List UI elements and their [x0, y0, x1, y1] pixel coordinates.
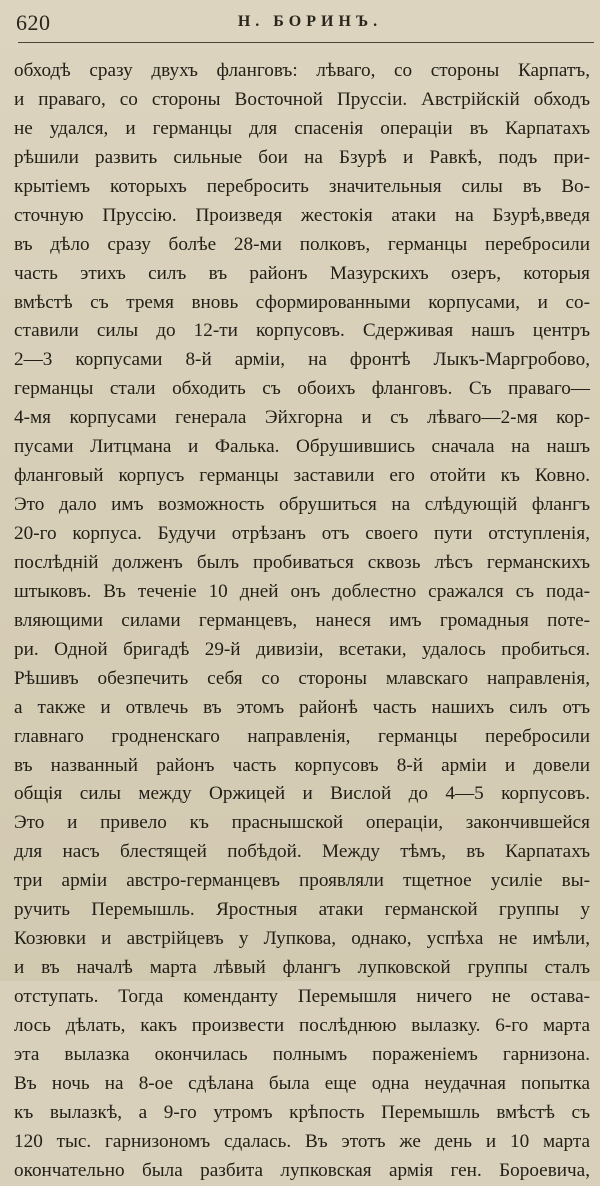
text-line: 20-го корпуса. Будучи отрѣзанъ отъ своего пути отступленія,	[14, 523, 590, 544]
text-line: германцы стали обходить съ обоихъ фланговъ. Съ праваго—	[14, 378, 590, 400]
text-line: рѣшили развить сильные бои на Бзурѣ и Равкѣ, подъ при-	[14, 146, 590, 168]
text-line: Рѣшивъ обезпечить себя со стороны млавскаго направленія,	[14, 667, 590, 689]
text-line: ставили силы до 12-ти корпусовъ. Сдерживая нашъ центръ	[14, 320, 590, 342]
text-line: 120 тыс. гарнизономъ сдалась. Въ этотъ же день и 10 марта	[14, 1130, 590, 1152]
text-line: въ дѣло сразу болѣе 28-ми полковъ, германцы перебросили	[14, 233, 590, 255]
text-line: въ названный районъ часть корпусовъ 8-й арміи и довели	[14, 754, 590, 776]
text-line: часть этихъ силъ въ районъ Мазурскихъ озеръ, которыя	[14, 262, 590, 284]
text-line: обходѣ сразу двухъ фланговъ: лѣваго, со стороны Карпатъ,	[14, 60, 590, 81]
text-line: а также и отвлечь въ этомъ районѣ часть нашихъ силъ отъ	[14, 696, 590, 718]
text-line: главнаго гродненскаго направленія, германцы перебросили	[14, 725, 590, 747]
text-line: къ вылазкѣ, а 9-го утромъ крѣпость Перемышль вмѣстѣ съ	[14, 1101, 590, 1123]
page-header	[0, 0, 600, 46]
text-line: не удался, и германцы для спасенія операціи въ Карпатахъ	[14, 117, 590, 139]
text-line: пусами Литцмана и Фалька. Обрушившись сначала на нашъ	[14, 436, 590, 458]
text-line: Козювки и австрійцевъ у Лупкова, однако, успѣха не имѣли,	[14, 928, 590, 950]
text-line: вляющими силами германцевъ, нанеся имъ громадныя поте-	[14, 609, 590, 631]
text-line: для насъ блестящей побѣдой. Между тѣмъ, въ Карпатахъ	[14, 841, 590, 863]
page-number: 620	[16, 10, 51, 35]
text-line: Это дало имъ возможность обрушиться на слѣдующій флангъ	[14, 494, 590, 516]
text-line: общія силы между Оржицей и Вислой до 4—5 корпусовъ.	[14, 783, 590, 805]
text-line: 4-мя корпусами генерала Эйхгорна и съ лѣваго—2-мя кор-	[14, 407, 590, 429]
text-line: вмѣстѣ съ тремя вновь сформированными корпусами, и со-	[14, 291, 590, 313]
text-line: ри. Одной бригадѣ 29-й дивизіи, всетаки, удалось пробиться.	[14, 638, 590, 660]
text-line: ручить Перемышль. Яростныя атаки германской группы у	[14, 899, 590, 921]
running-head: Н. БОРИНЪ.	[237, 13, 383, 30]
text-line: отступать. Тогда коменданту Перемышля ничего не остава-	[14, 986, 590, 1007]
header-rule	[18, 42, 594, 43]
text-line: лось дѣлать, какъ произвести послѣднюю вылазку. 6-го марта	[14, 1014, 590, 1036]
text-line: крытіемъ которыхъ перебросить значительныя силы въ Во-	[14, 175, 590, 197]
text-line: эта вылазка окончилась полнымъ пораженіемъ гарнизона.	[14, 1043, 590, 1065]
text-line: Въ ночь на 8-ое сдѣлана была еще одна неудачная попытка	[14, 1072, 590, 1094]
text-line: 2—3 корпусами 8-й арміи, на фронтѣ Лыкъ-Маргробово,	[14, 349, 590, 371]
text-line: окончательно была разбита лупковская армія ген. Бороевича,	[14, 1159, 590, 1181]
text-line: Это и привело къ праснышской операціи, закончившейся	[14, 812, 590, 834]
text-line: сточную Пруссію. Произведя жестокія атаки на Бзурѣ,введя	[14, 204, 590, 226]
text-line: послѣдній долженъ былъ пробиваться сквозь лѣсъ германскихъ	[14, 551, 590, 573]
text-line: три арміи австро-германцевъ проявляли тщетное усиліе вы-	[14, 870, 590, 892]
text-line: и въ началѣ марта лѣвый флангъ лупковской группы сталъ	[14, 957, 590, 979]
text-line: штыковъ. Въ теченіе 10 дней онъ доблестно сражался съ пода-	[14, 580, 590, 602]
text-line: фланговый корпусъ германцы заставили его отойти къ Ковно.	[14, 465, 590, 487]
body-text	[14, 57, 590, 1186]
text-line: и праваго, со стороны Восточной Пруссіи. Австрійскій обходъ	[14, 88, 590, 110]
